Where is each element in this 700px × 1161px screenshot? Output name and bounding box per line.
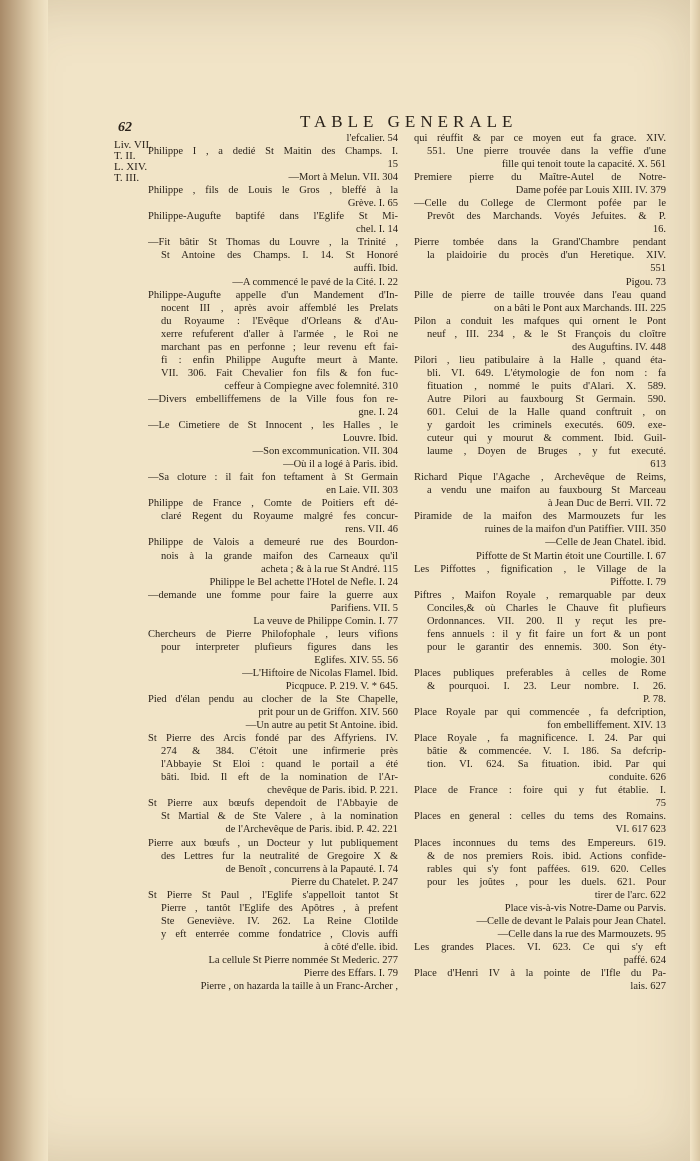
- index-entry-line: Piffotte de St Martin étoit une Courtille. I. 67: [476, 550, 666, 562]
- index-entry-line: fille qui tenoit toute la capacité. X. 561: [501, 159, 666, 171]
- index-entry-line: Pierre , tantôt l'Eglife des Apôtres , à prefent: [161, 902, 398, 914]
- index-entry-line: —Mort à Melun. VII. 304: [288, 172, 398, 184]
- index-entry-line: à Jean Duc de Berri. VII. 72: [547, 498, 666, 510]
- index-entry-line: on a bâti le Pont aux Marchands. III. 225: [493, 302, 666, 314]
- index-entry-line: P. 78.: [642, 694, 666, 706]
- index-entry: [148, 171, 398, 184]
- index-entry-line: Places publiques preferables à celles de Rome: [414, 667, 666, 679]
- index-entry-line: Autre Pilori au fauxbourg St Germain. 590.: [427, 393, 666, 405]
- index-entry-line: bâti. Ibid. Il eft de la nomination de l'Ar-: [161, 772, 398, 784]
- index-entry-line: des Lettres fur la neutralité de Gregoire X &: [161, 850, 398, 862]
- index-entry-line: 551: [650, 263, 666, 275]
- index-entry: [414, 236, 666, 275]
- index-entry: [148, 589, 398, 615]
- index-entry-line: Grève. I. 65: [347, 198, 398, 210]
- page-number: 62: [118, 120, 132, 135]
- index-entry-line: paffé. 624: [623, 954, 666, 966]
- binding-gutter: [0, 0, 48, 1161]
- index-entry-line: à côté d'elle. ibid.: [324, 941, 398, 953]
- index-entry-line: l'efcalier. 54: [346, 133, 398, 144]
- index-entry-line: Picqpuce. P. 219. V. * 645.: [285, 680, 398, 692]
- running-head: TABLE GENERALE: [300, 112, 518, 131]
- index-entry-line: laume , Doyen de Bruges , y fut executé.: [427, 446, 666, 458]
- index-entry-line: acheta ; & à la rue St André. 115: [261, 563, 398, 575]
- index-entry-line: du Royaume : l'Evêque d'Orleans & d'Au-: [161, 315, 398, 327]
- index-entry-line: 16.: [652, 224, 666, 236]
- index-entry-line: Philippe , fils de Louis le Gros , bleffé à la: [148, 185, 398, 197]
- index-entry-line: Place d'Henri IV à la pointe de l'Ifle du Pa-: [414, 968, 666, 979]
- index-entry-line: & pourquoi. I. 23. Leur nombre. I. 26.: [427, 680, 666, 692]
- index-entry-line: Pille de pierre de taille trouvée dans l'eau quand: [414, 289, 666, 301]
- index-entry: [414, 536, 666, 549]
- index-entry: [414, 315, 666, 354]
- margin-note: T. III.: [114, 172, 140, 184]
- index-entry-line: Philippe I , a dedié St Maitin des Champs. I.: [148, 146, 398, 158]
- index-entry-line: Philippe de France , Comte de Poitiers eft dé-: [148, 498, 398, 510]
- index-entry: [414, 837, 666, 902]
- index-entry-line: tirer de l'arc. 622: [594, 889, 666, 901]
- index-entry-line: 601. Celui de la Halle quand conftruit , on: [427, 406, 666, 418]
- index-entry-line: marchant pas en perfonne ; leur revenu eft fai-: [161, 341, 398, 353]
- index-entry-line: Eglifes. XIV. 55. 56: [314, 654, 398, 666]
- page-edge: [690, 0, 700, 1161]
- index-entry: [148, 615, 398, 628]
- index-entry-line: —Celle dans la rue des Marmouzets. 95: [497, 928, 666, 940]
- index-entry: [414, 132, 666, 171]
- index-entry-line: —Où il a logé à Paris. ibid.: [283, 459, 398, 471]
- index-entry: [148, 680, 398, 693]
- index-entry-line: Philippe-Augufte baptifé dans l'Eglife St Mi-: [148, 211, 398, 223]
- index-entry-line: de l'Archevêque de Paris. ibid. P. 42. 221: [225, 824, 398, 836]
- index-entry: [148, 184, 398, 210]
- index-entry-line: Prevôt des Marchands. Voyés Jefuites. & P.: [427, 211, 666, 223]
- index-entry-line: fituation , nommé le puits d'Alari. X. 589.: [427, 380, 666, 392]
- index-entry: [148, 419, 398, 445]
- index-entry-line: nocent III , après avoir affemblé les Prelats: [161, 302, 398, 314]
- index-entry: [148, 132, 398, 145]
- index-entry-line: des Auguftins. IV. 448: [571, 341, 666, 353]
- index-entry-line: bli. VI. 649. L'étymologie de fon nom : fa: [427, 367, 666, 379]
- index-entry-line: 551. Une pierre trouvée dans la veffie d'une: [427, 146, 666, 158]
- index-entry-line: auffi. Ibid.: [353, 263, 398, 275]
- index-entry-line: Richard Pique l'Agache , Archevêque de Reims,: [414, 472, 666, 484]
- index-entry-line: St Pierre St Paul , l'Eglife s'appelloit tantot St: [148, 889, 398, 901]
- index-entry-line: chel. I. 14: [356, 224, 398, 236]
- index-entry: [414, 563, 666, 589]
- index-entry-line: & de nos premiers Rois. ibid. Actions confide-: [427, 850, 666, 862]
- index-entry-line: de Benoît , concurrens à la Papauté. I. 74: [225, 863, 398, 875]
- index-entry-line: Pied d'élan pendu au clocher de la Ste Chapelle,: [148, 694, 398, 706]
- index-entry-line: St Pierre des Arcis fondé par des Affyriens. IV.: [148, 733, 398, 745]
- index-entry-line: Pilon a conduit les mafques qui ornent le Pont: [414, 315, 666, 327]
- index-entry-line: cuteur qui y mourut & comment. Ibid. Guil-: [427, 433, 666, 445]
- index-entry-line: St Pierre aux bœufs dependoit de l'Abbayie de: [148, 798, 398, 810]
- index-entry: [414, 706, 666, 732]
- index-entry-line: Philippe le Bel achette l'Hotel de Nefle. I. 24: [209, 576, 398, 588]
- index-entry-line: Philippe de Valois a demeuré rue des Bourdon-: [148, 537, 398, 549]
- index-entry-line: Piffotte. I. 79: [610, 576, 666, 588]
- index-entry-line: Pierre du Chatelet. P. 247: [291, 876, 398, 888]
- index-entry: [414, 197, 666, 236]
- index-entry-line: mologie. 301: [610, 654, 666, 666]
- index-entry: [414, 354, 666, 471]
- index-entry: [414, 928, 666, 941]
- index-entry-line: tion. VI. 624. Sa fituation. ibid. Par qui: [427, 759, 666, 771]
- index-entry: [148, 236, 398, 275]
- index-column-right: [414, 132, 666, 993]
- index-entry: [148, 145, 398, 171]
- index-entry-line: Conciles,& où Charles le Chauve fit plufieurs: [427, 602, 666, 614]
- index-entry-line: l'Abbayie St Eloi : quand le portail a été: [161, 759, 398, 771]
- index-entry-line: bâtie & commencée. V. I. 186. Sa defcrip-: [427, 746, 666, 758]
- index-entry: [148, 210, 398, 236]
- index-entry: [148, 628, 398, 667]
- index-entry: [148, 732, 398, 797]
- index-entry-line: —demande une fomme pour faire la guerre aux: [148, 589, 398, 601]
- index-entry-line: Pierre tombée dans la Grand'Chambre pendant: [414, 237, 666, 249]
- index-entry-line: conduite. 626: [608, 772, 666, 784]
- index-entry-line: chevêque de Paris. ibid. P. 221.: [267, 785, 398, 797]
- index-entry-line: Place vis-à-vis Notre-Dame ou Parvis.: [504, 902, 666, 914]
- index-entry-line: xerre refuferent d'aller à l'armée , le Roi ne: [161, 328, 398, 340]
- index-entry-line: —Celle du College de Clermont pofée par le: [414, 198, 666, 210]
- index-entry: [148, 889, 398, 954]
- index-entry-line: y gardoit les criminels executés. 609. exe-: [427, 420, 666, 432]
- index-entry-line: —L'Hiftoire de Nicolas Flamel. Ibid.: [242, 667, 398, 679]
- index-entry: [414, 276, 666, 289]
- index-entry-line: 274 & 384. C'étoit une infirmerie près: [161, 746, 398, 758]
- index-entry: [414, 941, 666, 967]
- index-entry: [148, 967, 398, 980]
- index-entry: [148, 797, 398, 836]
- index-entry: [148, 471, 398, 497]
- index-entry: [414, 784, 666, 810]
- index-entry-line: 15: [387, 159, 398, 171]
- index-entry-line: La veuve de Philippe Comin. I. 77: [253, 615, 398, 627]
- index-entry: [148, 837, 398, 876]
- index-entry-line: —Sa cloture : il fait fon teftament à St Germain: [148, 472, 398, 484]
- index-entry: [414, 289, 666, 315]
- index-entry-line: Pierre des Effars. I. 79: [303, 968, 398, 979]
- index-entry-line: la plaidoirie du procès d'un Heretique. XIV.: [427, 250, 666, 262]
- index-entry-line: rables qui s'y font paffées. 619. 620. Celles: [427, 863, 666, 875]
- index-entry-line: Les grandes Places. VI. 623. Ce qui s'y eft: [414, 941, 666, 953]
- index-entry-line: neuf , III. 234 , & le St François du cloître: [427, 328, 666, 340]
- index-entry-line: Place de France : foire qui y fut établie. I.: [414, 785, 666, 797]
- index-entry-line: Parifiens. VII. 5: [330, 602, 398, 614]
- index-entry-line: —Celle de devant le Palais pour Jean Chatel.: [476, 915, 666, 927]
- index-entry-line: Ste Geneviève. IV. 262. La Reine Clotilde: [161, 915, 398, 927]
- index-entry: [148, 458, 398, 471]
- index-entry-line: pour interpreter plufieurs figures dans les: [161, 641, 398, 653]
- index-entry: [414, 171, 666, 197]
- index-entry-line: 613: [650, 459, 666, 471]
- index-entry-line: —Le Cimetiere de St Innocent , les Halles , le: [148, 420, 398, 432]
- index-entry: [414, 810, 666, 836]
- index-entry-line: fens annuels : il y fit faire un fort & un pont: [427, 628, 666, 640]
- index-entry-line: VII. 306. Fait Chevalier fon fils & fon fuc-: [161, 367, 398, 379]
- index-entry-line: nois à la grande maifon des Carneaux qu'il: [161, 550, 398, 562]
- index-entry: [148, 719, 398, 732]
- margin-note: T. II.: [114, 150, 136, 162]
- index-entry-line: rens. VII. 46: [345, 524, 398, 536]
- index-entry-line: Place Royale par qui commencée , fa defcription,: [414, 707, 666, 719]
- index-entry-line: Les Piffottes , fignification , le Village de la: [414, 563, 666, 575]
- index-entry: [148, 876, 398, 889]
- index-entry-line: Places en general : celles du tems des Romains.: [414, 811, 666, 823]
- index-entry: [148, 445, 398, 458]
- index-entry-line: ceffeur à Compiegne avec folemnité. 310: [224, 380, 398, 392]
- index-entry-line: VI. 617 623: [615, 824, 666, 836]
- index-entry-line: —Celle de Jean Chatel. ibid.: [545, 537, 666, 549]
- index-entry-line: —Divers embelliffemens de la Ville fous fon re-: [148, 393, 398, 405]
- index-entry-line: qui réuffit & par ce moyen eut fa grace. XIV.: [414, 133, 666, 144]
- index-entry-line: a vendu une maifon au fauxbourg St Marceau: [427, 485, 666, 497]
- index-entry-line: —A commencé le pavé de la Cité. I. 22: [232, 276, 398, 288]
- index-entry: [148, 289, 398, 393]
- index-entry-line: Pierre aux bœufs , un Docteur y lut publiquement: [148, 837, 398, 849]
- index-entry-line: —Son excommunication. VII. 304: [252, 446, 398, 458]
- margin-note: L. XIV.: [114, 161, 148, 173]
- index-entry-line: Louvre. Ibid.: [342, 433, 398, 445]
- index-entry: [148, 276, 398, 289]
- index-entry-line: Pierre , on hazarda la taille à un Franc-Archer ,: [200, 981, 398, 993]
- index-entry-line: —Un autre au petit St Antoine. ibid.: [245, 720, 398, 732]
- index-entry-line: Place Royale , fa magnificence. I. 24. Par qui: [414, 733, 666, 745]
- index-entry-line: lais. 627: [630, 981, 666, 993]
- index-entry-line: St Antoine des Champs. I. 14. St Honoré: [161, 250, 398, 262]
- index-entry: [414, 902, 666, 915]
- index-entry: [148, 393, 398, 419]
- index-entry-line: Philippe-Augufte appelle d'un Mandement d'In-: [148, 289, 398, 301]
- index-entry-line: Ordonnances. VII. 200. Il y reçut les pre-: [427, 615, 666, 627]
- index-entry: [148, 576, 398, 589]
- index-entry-line: claré Regent du Royaume malgré fes concur-: [161, 511, 398, 523]
- index-entry: [414, 471, 666, 510]
- index-entry-line: Piramide de la maifon des Marmouzets fur les: [414, 511, 666, 523]
- index-column-left: [148, 132, 398, 993]
- index-entry: [148, 954, 398, 967]
- index-entry-line: Chercheurs de Pierre Philofophale , leurs vifions: [148, 628, 398, 640]
- index-entry-line: prit pour un de Griffon. XIV. 560: [258, 707, 398, 719]
- index-entry: [414, 915, 666, 928]
- index-entry-line: Premiere pierre du Maître-Autel de Notre-: [414, 172, 666, 184]
- index-entry: [148, 980, 398, 993]
- index-entry-line: pour les joûtes , pour les duels. 621. Pour: [427, 876, 666, 888]
- index-entry: [414, 550, 666, 563]
- index-entry-line: y eft enterrée comme fondatrice , Clovis auffi: [161, 928, 398, 940]
- index-entry: [414, 589, 666, 667]
- index-entry-line: —Fit bâtir St Thomas du Louvre , la Trinité ,: [148, 237, 398, 249]
- index-entry-line: ruines de la maifon d'un Patiffier. VIII. 350: [484, 524, 666, 536]
- index-entry-line: Pilori , lieu patibulaire à la Halle , quand éta-: [414, 354, 666, 366]
- index-entry-line: Piftres , Maifon Royale , remarquable par deux: [414, 589, 666, 601]
- index-entry: [414, 967, 666, 993]
- index-entry-line: gne. I. 24: [358, 406, 398, 418]
- index-entry-line: La cellule St Pierre nommée St Mederic. 277: [208, 954, 398, 966]
- index-entry-line: Pigou. 73: [625, 276, 666, 288]
- index-entry-line: Dame pofée par Louis XIII. IV. 379: [515, 185, 666, 197]
- index-entry-line: pour le garantir des ennemis. 300. Son éty-: [427, 641, 666, 653]
- index-entry-line: Places inconnues du tems des Empereurs. 619.: [414, 837, 666, 849]
- index-entry-line: 75: [655, 798, 666, 810]
- index-entry-line: fi : enfin Philippe Augufte meurt à Mante.: [161, 354, 398, 366]
- index-entry: [414, 667, 666, 706]
- index-entry: [148, 536, 398, 575]
- index-entry: [414, 732, 666, 784]
- index-entry: [414, 510, 666, 536]
- margin-note: Liv. VII.: [114, 139, 152, 151]
- index-entry-line: en Laie. VII. 303: [326, 485, 398, 497]
- index-entry: [148, 497, 398, 536]
- index-entry: [148, 667, 398, 680]
- index-entry-line: fon embelliffement. XIV. 13: [547, 720, 666, 732]
- index-entry-line: St Martial & de Ste Valere , à la nomination: [161, 811, 398, 823]
- index-entry: [148, 693, 398, 719]
